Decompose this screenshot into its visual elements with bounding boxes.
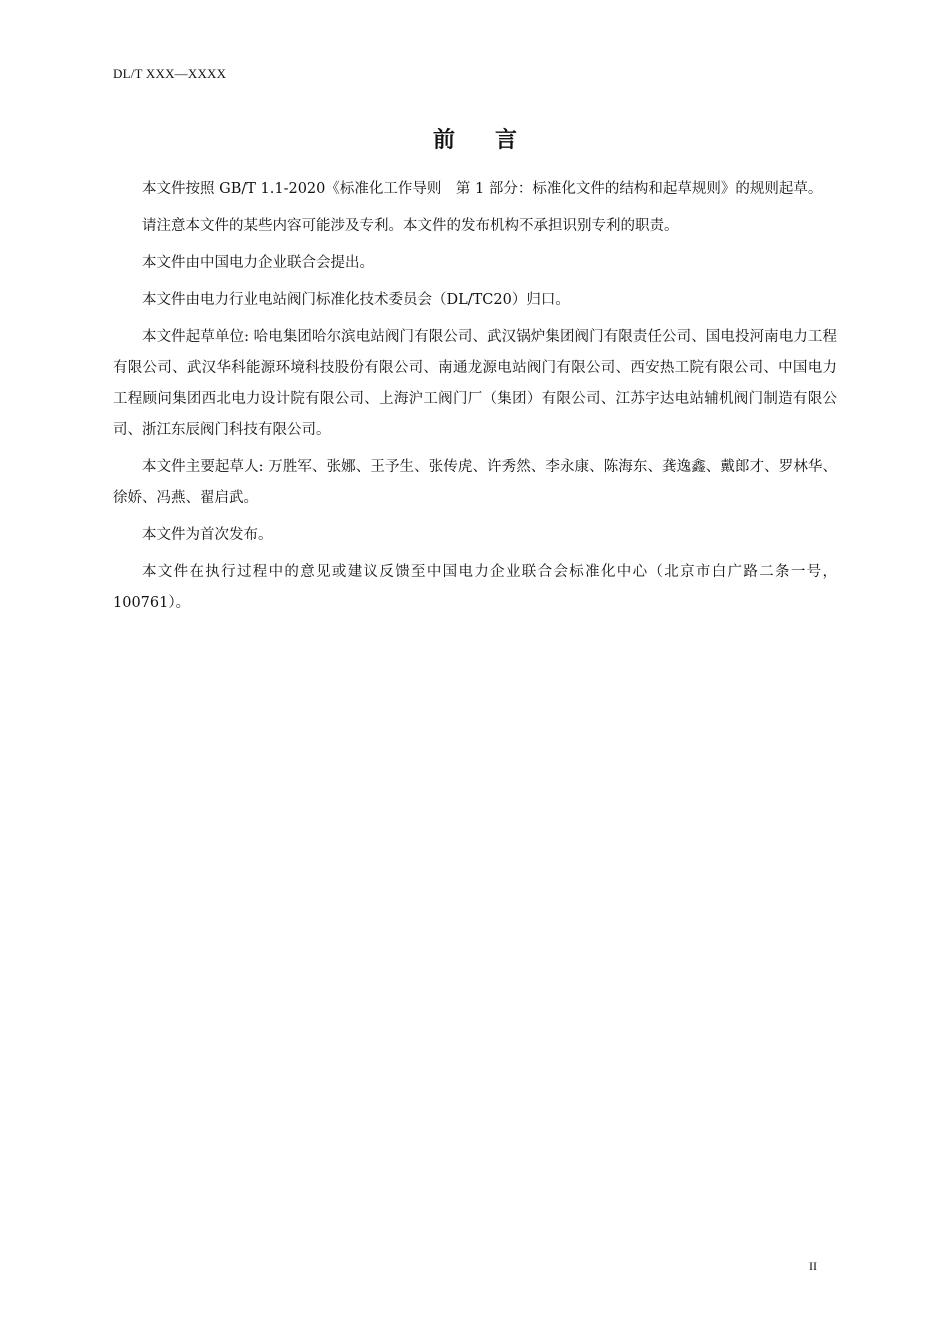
page-number: II bbox=[809, 1259, 817, 1273]
paragraph-drafting-rules: 本文件按照 GB/T 1.1-2020《标准化工作导则 第 1 部分：标准化文件的结构和起草规则》的规则起草。 bbox=[142, 181, 823, 197]
foreword-body bbox=[113, 174, 837, 625]
document-code: DL/T XXX—XXXX bbox=[113, 66, 227, 81]
paragraph-patent-notice: 请注意本文件的某些内容可能涉及专利。本文件的发布机构不承担识别专利的职责。 bbox=[142, 218, 679, 234]
page-title: 前言 bbox=[432, 128, 557, 153]
paragraph-main-drafters: 本文件主要起草人: 万胜军、张娜、王予生、张传虎、许秀然、李永康、陈海东、龚逸鑫、戴郎才、罗林华、徐娇、冯燕、翟启武。 bbox=[113, 459, 837, 506]
paragraph-responsible-committee: 本文件由电力行业电站阀门标准化技术委员会（DL/TC20）归口。 bbox=[142, 292, 570, 308]
paragraph-proposer: 本文件由中国电力企业联合会提出。 bbox=[142, 255, 374, 271]
paragraph-first-release: 本文件为首次发布。 bbox=[142, 527, 273, 543]
paragraph-feedback: 本文件在执行过程中的意见或建议反馈至中国电力企业联合会标准化中心（北京市白广路二条一号，100761）。 bbox=[113, 564, 837, 611]
paragraph-drafting-units: 本文件起草单位: 哈电集团哈尔滨电站阀门有限公司、武汉锅炉集团阀门有限责任公司、国电投河南电力工程有限公司、武汉华科能源环境科技股份有限公司、南通龙源电站阀门有限公司、西安热工院有限公司、中国电力工程顾问集团西北电力设计院有限公司、上海沪工阀门厂（集团）有限公司、江苏宇达电站辅机阀门制造有限公司、浙江东辰阀门科技有限公司。 bbox=[113, 329, 837, 438]
